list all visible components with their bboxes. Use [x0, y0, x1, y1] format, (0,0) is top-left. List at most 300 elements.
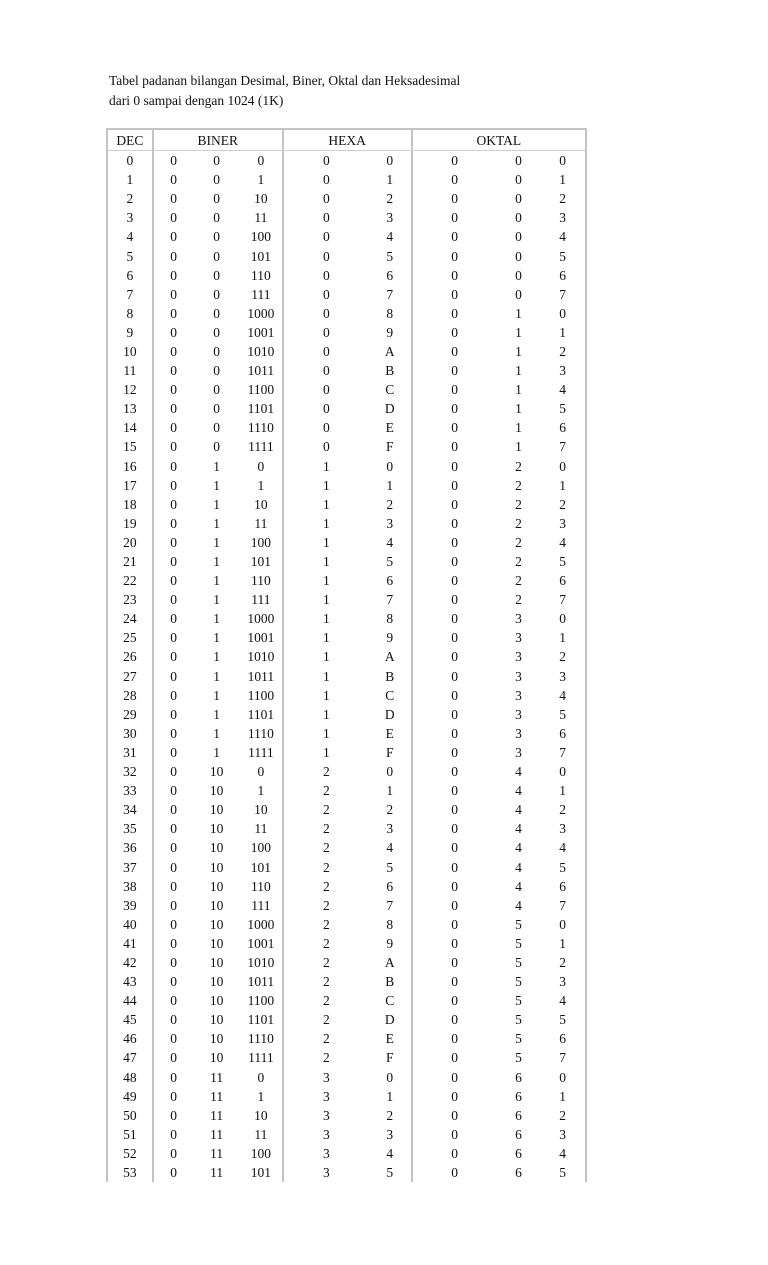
oktal-cell-3: 3: [559, 515, 567, 531]
hexa-cell-1: 3: [282, 1068, 369, 1087]
dec-cell: 9: [126, 324, 134, 340]
hexa-cell-1: 2: [282, 857, 369, 876]
hexa-cell-2: 4: [386, 840, 394, 856]
oktal-cell-2: 2: [515, 592, 522, 608]
oktal-cell-3: 7: [559, 897, 567, 913]
biner-cell-1: 0: [152, 838, 194, 857]
oktal-cell-1: 0: [411, 953, 497, 972]
biner-cell-2: 1: [213, 611, 221, 627]
oktal-cell-2: 2: [515, 534, 522, 550]
hexa-cell-2: 8: [386, 611, 394, 627]
oktal-cell-3: 6: [559, 1031, 567, 1047]
oktal-cell-2: 0: [515, 229, 522, 245]
oktal-cell-3: 2: [559, 496, 567, 512]
biner-cell-1: 0: [152, 705, 194, 724]
biner-cell-2: 0: [213, 363, 221, 379]
biner-cell-2: 0: [213, 210, 221, 226]
header-dec: DEC: [108, 130, 152, 151]
oktal-cell-2: 1: [515, 343, 522, 359]
biner-cell-2: 0: [213, 305, 221, 321]
dec-cell: 48: [123, 1069, 137, 1085]
dec-cell: 38: [123, 878, 137, 894]
biner-cell-3: 101: [250, 248, 271, 264]
oktal-cell-1: 0: [411, 1125, 497, 1144]
header-biner: BINER: [152, 130, 282, 151]
dec-cell: 18: [123, 496, 137, 512]
biner-cell-1: 0: [152, 361, 194, 380]
biner-cell-2: 10: [209, 859, 224, 875]
biner-cell-3: 1010: [247, 954, 275, 970]
biner-cell-1: 0: [152, 1048, 194, 1067]
biner-cell-3: 1: [257, 477, 265, 493]
table-row: [108, 972, 585, 991]
biner-cell-2: 10: [209, 1031, 224, 1047]
oktal-cell-1: 0: [411, 399, 497, 418]
table-row: [108, 1048, 585, 1067]
hexa-cell-1: 2: [282, 800, 369, 819]
table-row: [108, 934, 585, 953]
biner-cell-3: 1: [257, 783, 265, 799]
oktal-cell-1: 0: [411, 1106, 497, 1125]
hexa-cell-2: 7: [386, 897, 394, 913]
biner-cell-3: 100: [250, 229, 271, 245]
biner-cell-2: 10: [209, 802, 224, 818]
oktal-cell-3: 2: [559, 1107, 567, 1123]
table-row: [108, 1144, 585, 1163]
oktal-cell-3: 3: [559, 1126, 567, 1142]
hexa-cell-1: 0: [282, 323, 369, 342]
biner-cell-1: 0: [152, 476, 194, 495]
biner-cell-1: 0: [152, 399, 194, 418]
dec-cell: 2: [126, 191, 134, 207]
table-row: [108, 571, 585, 590]
dec-cell: 49: [123, 1088, 137, 1104]
table-row: [108, 1068, 585, 1087]
oktal-cell-1: 0: [411, 227, 497, 246]
hexa-cell-1: 2: [282, 915, 369, 934]
biner-cell-1: 0: [152, 514, 194, 533]
biner-cell-2: 1: [213, 744, 221, 760]
dec-cell: 40: [123, 916, 137, 932]
biner-cell-3: 1010: [247, 649, 275, 665]
biner-cell-1: 0: [152, 877, 194, 896]
hexa-cell-2: 1: [386, 172, 394, 188]
hexa-cell-1: 0: [282, 189, 369, 208]
hexa-cell-1: 2: [282, 819, 369, 838]
oktal-cell-1: 0: [411, 590, 497, 609]
biner-cell-1: 0: [152, 571, 194, 590]
hexa-cell-1: 1: [282, 743, 369, 762]
biner-cell-2: 10: [209, 840, 224, 856]
oktal-cell-3: 6: [559, 267, 567, 283]
oktal-cell-3: 5: [559, 554, 567, 570]
dec-cell: 4: [126, 229, 134, 245]
table-row: [108, 686, 585, 705]
table-row: [108, 189, 585, 208]
hexa-cell-1: 1: [282, 705, 369, 724]
dec-cell: 25: [123, 630, 137, 646]
hexa-cell-2: 2: [386, 802, 394, 818]
hexa-cell-2: 5: [386, 859, 394, 875]
hexa-cell-2: A: [384, 343, 395, 359]
biner-cell-2: 1: [213, 649, 221, 665]
biner-cell-2: 11: [210, 1165, 224, 1181]
conversion-table: [106, 128, 587, 1182]
biner-cell-1: 0: [152, 380, 194, 399]
hexa-cell-1: 0: [282, 342, 369, 361]
oktal-cell-2: 0: [515, 248, 522, 264]
hexa-cell-2: 3: [386, 210, 394, 226]
biner-cell-3: 1111: [248, 744, 274, 760]
hexa-cell-1: 2: [282, 1010, 369, 1029]
hexa-cell-2: F: [385, 1050, 394, 1066]
oktal-cell-2: 4: [515, 878, 522, 894]
hexa-cell-2: C: [385, 687, 395, 703]
hexa-cell-1: 1: [282, 495, 369, 514]
oktal-cell-2: 1: [515, 324, 522, 340]
biner-cell-1: 0: [152, 1106, 194, 1125]
hexa-cell-1: 1: [282, 552, 369, 571]
oktal-cell-3: 5: [559, 1165, 567, 1181]
table-row: [108, 1106, 585, 1125]
dec-cell: 7: [126, 286, 134, 302]
table-row: [108, 304, 585, 323]
oktal-cell-3: 7: [559, 744, 567, 760]
oktal-cell-1: 0: [411, 342, 497, 361]
oktal-cell-2: 3: [515, 725, 522, 741]
hexa-cell-1: 0: [282, 380, 369, 399]
oktal-cell-2: 3: [515, 744, 522, 760]
oktal-cell-3: 0: [559, 1069, 567, 1085]
table-row: [108, 819, 585, 838]
biner-cell-1: 0: [152, 189, 194, 208]
biner-cell-2: 0: [213, 324, 221, 340]
caption-line-2: dari 0 sampai dengan 1024 (1K): [109, 92, 284, 108]
hexa-cell-2: 1: [386, 1088, 394, 1104]
hexa-cell-1: 2: [282, 896, 369, 915]
biner-cell-1: 0: [152, 1029, 194, 1048]
biner-cell-3: 1010: [247, 343, 275, 359]
oktal-cell-2: 5: [515, 1012, 522, 1028]
table-row: [108, 285, 585, 304]
biner-cell-2: 0: [213, 343, 221, 359]
biner-cell-3: 1100: [247, 382, 275, 398]
biner-cell-1: 0: [152, 266, 194, 285]
hexa-cell-1: 1: [282, 686, 369, 705]
oktal-cell-2: 3: [515, 706, 522, 722]
oktal-cell-3: 5: [559, 248, 567, 264]
hexa-cell-2: E: [385, 420, 394, 436]
table-row: [108, 246, 585, 265]
hexa-cell-1: 0: [282, 266, 369, 285]
oktal-cell-3: 2: [559, 954, 567, 970]
oktal-cell-1: 0: [411, 877, 497, 896]
dec-cell: 44: [123, 993, 137, 1009]
dec-cell: 42: [123, 954, 137, 970]
table-row: [108, 323, 585, 342]
biner-cell-1: 0: [152, 762, 194, 781]
oktal-cell-2: 0: [515, 191, 522, 207]
table-row: [108, 170, 585, 189]
biner-cell-3: 1101: [247, 706, 275, 722]
oktal-cell-3: 0: [559, 764, 567, 780]
biner-cell-2: 10: [209, 954, 224, 970]
biner-cell-3: 1000: [247, 916, 275, 932]
hexa-cell-1: 0: [282, 208, 369, 227]
biner-cell-2: 1: [213, 687, 221, 703]
biner-cell-3: 11: [254, 515, 268, 531]
dec-cell: 0: [126, 153, 134, 169]
table-row: [108, 1029, 585, 1048]
dec-cell: 17: [123, 477, 137, 493]
oktal-cell-2: 4: [515, 764, 522, 780]
oktal-cell-2: 1: [515, 363, 522, 379]
hexa-cell-1: 1: [282, 628, 369, 647]
oktal-cell-2: 4: [515, 802, 522, 818]
dec-cell: 5: [126, 248, 134, 264]
oktal-cell-3: 1: [559, 324, 567, 340]
dec-cell: 26: [123, 649, 137, 665]
biner-cell-3: 101: [250, 1165, 271, 1181]
biner-cell-2: 10: [209, 974, 224, 990]
dec-cell: 29: [123, 706, 137, 722]
biner-cell-3: 1000: [247, 305, 275, 321]
biner-cell-3: 1111: [248, 439, 274, 455]
table-row: [108, 476, 585, 495]
biner-cell-3: 100: [250, 534, 271, 550]
oktal-cell-2: 2: [515, 573, 522, 589]
oktal-cell-2: 3: [515, 649, 522, 665]
table-row: [108, 266, 585, 285]
biner-cell-2: 1: [213, 706, 221, 722]
oktal-cell-2: 0: [515, 267, 522, 283]
biner-cell-1: 0: [152, 170, 194, 189]
table-row: [108, 1010, 585, 1029]
biner-cell-3: 1: [257, 172, 265, 188]
oktal-cell-3: 6: [559, 725, 567, 741]
biner-cell-1: 0: [152, 934, 194, 953]
oktal-cell-3: 3: [559, 210, 567, 226]
oktal-cell-2: 3: [515, 687, 522, 703]
biner-cell-3: 0: [257, 764, 265, 780]
table-row: [108, 1163, 585, 1182]
table-caption: [109, 71, 460, 110]
dec-cell: 36: [123, 840, 137, 856]
biner-cell-2: 0: [213, 248, 221, 264]
biner-cell-2: 0: [213, 439, 221, 455]
oktal-cell-1: 0: [411, 857, 497, 876]
oktal-cell-1: 0: [411, 609, 497, 628]
table-row: [108, 495, 585, 514]
biner-cell-2: 0: [213, 401, 221, 417]
oktal-cell-3: 2: [559, 191, 567, 207]
table-row: [108, 647, 585, 666]
hexa-cell-2: 2: [386, 1107, 394, 1123]
hexa-cell-1: 0: [282, 246, 369, 265]
table-row: [108, 724, 585, 743]
hexa-cell-1: 1: [282, 571, 369, 590]
oktal-cell-3: 4: [559, 687, 567, 703]
biner-cell-3: 1110: [247, 420, 274, 436]
oktal-cell-1: 0: [411, 437, 497, 456]
hexa-cell-1: 1: [282, 667, 369, 686]
hexa-cell-1: 2: [282, 1029, 369, 1048]
hexa-cell-1: 2: [282, 934, 369, 953]
table-row: [108, 762, 585, 781]
biner-cell-1: 0: [152, 667, 194, 686]
oktal-cell-3: 1: [559, 935, 567, 951]
biner-cell-3: 1100: [247, 687, 275, 703]
hexa-cell-2: F: [385, 439, 394, 455]
oktal-cell-2: 6: [515, 1126, 522, 1142]
biner-cell-3: 10: [254, 496, 268, 512]
biner-cell-1: 0: [152, 896, 194, 915]
dec-cell: 28: [123, 687, 137, 703]
biner-cell-3: 110: [250, 267, 271, 283]
oktal-cell-1: 0: [411, 533, 497, 552]
hexa-cell-1: 1: [282, 533, 369, 552]
dec-cell: 14: [123, 420, 137, 436]
biner-cell-2: 10: [209, 935, 224, 951]
biner-cell-1: 0: [152, 1125, 194, 1144]
biner-cell-1: 0: [152, 533, 194, 552]
hexa-cell-2: D: [384, 706, 395, 722]
table-row: [108, 380, 585, 399]
oktal-cell-2: 1: [515, 305, 522, 321]
table-row: [108, 705, 585, 724]
oktal-cell-2: 2: [515, 515, 522, 531]
oktal-cell-2: 1: [515, 420, 522, 436]
oktal-cell-2: 1: [515, 401, 522, 417]
table-row: [108, 857, 585, 876]
oktal-cell-2: 3: [515, 611, 522, 627]
biner-cell-3: 1011: [247, 974, 275, 990]
oktal-cell-2: 0: [515, 210, 522, 226]
header-oktal: OKTAL: [411, 130, 585, 151]
biner-cell-3: 1101: [247, 401, 275, 417]
oktal-cell-3: 3: [559, 363, 567, 379]
biner-cell-2: 11: [210, 1145, 224, 1161]
oktal-cell-2: 5: [515, 1031, 522, 1047]
table-row: [108, 151, 585, 170]
biner-cell-1: 0: [152, 437, 194, 456]
hexa-cell-1: 2: [282, 838, 369, 857]
oktal-cell-1: 0: [411, 418, 497, 437]
hexa-cell-2: 7: [386, 286, 394, 302]
hexa-cell-2: 8: [386, 916, 394, 932]
oktal-cell-3: 6: [559, 420, 567, 436]
oktal-cell-1: 0: [411, 151, 497, 170]
biner-cell-1: 0: [152, 953, 194, 972]
dec-cell: 10: [123, 343, 137, 359]
oktal-cell-1: 0: [411, 819, 497, 838]
hexa-cell-2: 9: [386, 630, 394, 646]
oktal-cell-1: 0: [411, 838, 497, 857]
hexa-cell-1: 2: [282, 953, 369, 972]
biner-cell-3: 1011: [247, 668, 275, 684]
hexa-cell-1: 0: [282, 304, 369, 323]
biner-cell-3: 10: [254, 191, 268, 207]
oktal-cell-2: 5: [515, 954, 522, 970]
biner-cell-1: 0: [152, 227, 194, 246]
hexa-cell-1: 0: [282, 361, 369, 380]
oktal-cell-1: 0: [411, 1010, 497, 1029]
biner-cell-2: 11: [210, 1126, 224, 1142]
table-row: [108, 628, 585, 647]
oktal-cell-1: 0: [411, 667, 497, 686]
table-row: [108, 418, 585, 437]
table-row: [108, 208, 585, 227]
hexa-cell-1: 1: [282, 590, 369, 609]
oktal-cell-1: 0: [411, 170, 497, 189]
hexa-cell-1: 2: [282, 877, 369, 896]
dec-cell: 46: [123, 1031, 137, 1047]
dec-cell: 16: [123, 458, 137, 474]
dec-cell: 15: [123, 439, 137, 455]
hexa-cell-1: 0: [282, 151, 369, 170]
biner-cell-2: 0: [213, 229, 221, 245]
oktal-cell-3: 4: [559, 993, 567, 1009]
table-row: [108, 838, 585, 857]
oktal-cell-1: 0: [411, 476, 497, 495]
oktal-cell-1: 0: [411, 552, 497, 571]
table-row: [108, 800, 585, 819]
oktal-cell-2: 6: [515, 1069, 522, 1085]
hexa-cell-2: 0: [386, 1069, 394, 1085]
table-row: [108, 609, 585, 628]
oktal-cell-1: 0: [411, 208, 497, 227]
hexa-cell-1: 3: [282, 1144, 369, 1163]
oktal-cell-1: 0: [411, 800, 497, 819]
hexa-cell-2: D: [384, 401, 395, 417]
oktal-cell-1: 0: [411, 304, 497, 323]
biner-cell-3: 101: [250, 859, 271, 875]
biner-cell-1: 0: [152, 724, 194, 743]
dec-cell: 50: [123, 1107, 137, 1123]
oktal-cell-3: 1: [559, 630, 567, 646]
oktal-cell-2: 5: [515, 935, 522, 951]
biner-cell-3: 100: [250, 840, 271, 856]
biner-cell-3: 110: [250, 878, 271, 894]
biner-cell-3: 110: [250, 573, 271, 589]
biner-cell-2: 1: [213, 458, 221, 474]
biner-cell-2: 10: [209, 1012, 224, 1028]
hexa-cell-2: 0: [386, 153, 394, 169]
hexa-cell-2: B: [385, 974, 395, 990]
oktal-cell-3: 1: [559, 783, 567, 799]
biner-cell-1: 0: [152, 1144, 194, 1163]
biner-cell-1: 0: [152, 991, 194, 1010]
biner-cell-3: 1110: [247, 725, 274, 741]
biner-cell-3: 1: [257, 1088, 265, 1104]
biner-cell-1: 0: [152, 304, 194, 323]
oktal-cell-1: 0: [411, 1029, 497, 1048]
oktal-cell-3: 0: [559, 611, 567, 627]
oktal-cell-2: 4: [515, 821, 522, 837]
oktal-cell-2: 2: [515, 496, 522, 512]
oktal-cell-3: 6: [559, 878, 567, 894]
dec-cell: 35: [123, 821, 137, 837]
dec-cell: 6: [126, 267, 134, 283]
table-row: [108, 361, 585, 380]
oktal-cell-2: 4: [515, 840, 522, 856]
hexa-cell-2: E: [385, 725, 394, 741]
oktal-cell-3: 1: [559, 477, 567, 493]
hexa-cell-1: 0: [282, 227, 369, 246]
biner-cell-1: 0: [152, 1163, 194, 1182]
biner-cell-2: 10: [209, 897, 224, 913]
oktal-cell-3: 6: [559, 573, 567, 589]
